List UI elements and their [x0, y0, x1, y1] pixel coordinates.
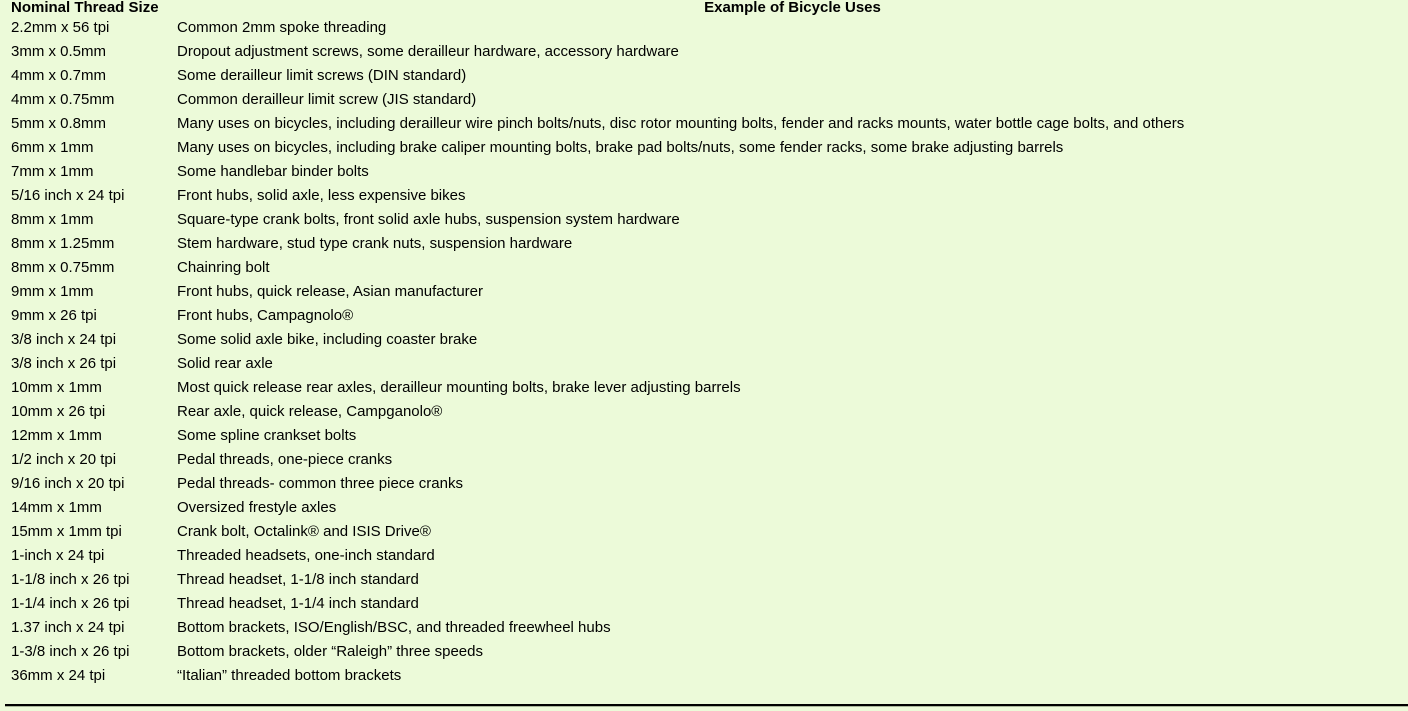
bicycle-use-cell: Solid rear axle [177, 355, 273, 372]
thread-size-cell: 1-1/4 inch x 26 tpi [11, 595, 130, 612]
table-row [0, 472, 1408, 496]
thread-size-cell: 3mm x 0.5mm [11, 43, 107, 60]
thread-size-cell: 2.2mm x 56 tpi [11, 19, 110, 36]
thread-size-cell: 6mm x 1mm [11, 139, 94, 156]
thread-size-cell: 14mm x 1mm [11, 499, 102, 516]
bicycle-use-cell: Front hubs, quick release, Asian manufacturer [177, 283, 483, 300]
thread-size-cell: 9/16 inch x 20 tpi [11, 475, 125, 492]
table-row [0, 232, 1408, 256]
thread-size-cell: 5/16 inch x 24 tpi [11, 187, 125, 204]
table-row [0, 208, 1408, 232]
table-header-row [0, 0, 1408, 16]
bicycle-use-cell: “Italian” threaded bottom brackets [177, 667, 402, 684]
bicycle-use-cell: Many uses on bicycles, including brake caliper mounting bolts, brake pad bolts/nuts, some fender racks, some brake adjusting barrels [177, 139, 1064, 156]
bicycle-use-cell: Some solid axle bike, including coaster brake [177, 331, 478, 348]
bicycle-use-cell: Common 2mm spoke threading [177, 19, 387, 36]
bicycle-use-cell: Threaded headsets, one-inch standard [177, 547, 435, 564]
table-row [0, 664, 1408, 688]
thread-size-cell: 7mm x 1mm [11, 163, 94, 180]
bicycle-use-cell: Pedal threads- common three piece cranks [177, 475, 463, 492]
bicycle-use-cell: Chainring bolt [177, 259, 270, 276]
thread-size-cell: 9mm x 1mm [11, 283, 94, 300]
table-row [0, 400, 1408, 424]
bottom-divider-shadow [5, 706, 1408, 707]
table-row [0, 544, 1408, 568]
table-row [0, 328, 1408, 352]
bicycle-use-cell: Stem hardware, stud type crank nuts, suspension hardware [177, 235, 573, 252]
table-row [0, 376, 1408, 400]
table-row [0, 88, 1408, 112]
bicycle-use-cell: Thread headset, 1-1/4 inch standard [177, 595, 419, 612]
table-row [0, 496, 1408, 520]
thread-size-cell: 10mm x 26 tpi [11, 403, 106, 420]
thread-size-cell: 5mm x 0.8mm [11, 115, 107, 132]
thread-size-cell: 3/8 inch x 26 tpi [11, 355, 117, 372]
table-row [0, 280, 1408, 304]
thread-size-cell: 1.37 inch x 24 tpi [11, 619, 125, 636]
bicycle-use-cell: Some derailleur limit screws (DIN standard) [177, 67, 467, 84]
table-row [0, 256, 1408, 280]
table-row [0, 160, 1408, 184]
table-row [0, 40, 1408, 64]
bicycle-use-cell: Bottom brackets, older “Raleigh” three speeds [177, 643, 483, 660]
bicycle-use-cell: Pedal threads, one-piece cranks [177, 451, 393, 468]
bicycle-use-cell: Many uses on bicycles, including derailleur wire pinch bolts/nuts, disc rotor mounting bolts, fender and racks mounts, water bottle cage bolts, and others [177, 115, 1185, 132]
bicycle-use-cell: Bottom brackets, ISO/English/BSC, and threaded freewheel hubs [177, 619, 611, 636]
table-row [0, 352, 1408, 376]
table-row [0, 568, 1408, 592]
thread-size-cell: 8mm x 1.25mm [11, 235, 115, 252]
thread-size-cell: 15mm x 1mm tpi [11, 523, 122, 540]
table-row [0, 304, 1408, 328]
table-row [0, 184, 1408, 208]
thread-size-cell: 8mm x 0.75mm [11, 259, 115, 276]
bicycle-use-cell: Most quick release rear axles, derailleur mounting bolts, brake lever adjusting barrels [177, 379, 741, 396]
header-example-bicycle-uses: Example of Bicycle Uses [704, 0, 881, 16]
bicycle-use-cell: Some handlebar binder bolts [177, 163, 369, 180]
table-row [0, 592, 1408, 616]
table-row [0, 424, 1408, 448]
bicycle-use-cell: Rear axle, quick release, Campganolo® [177, 403, 443, 420]
thread-size-cell: 3/8 inch x 24 tpi [11, 331, 117, 348]
table-row [0, 448, 1408, 472]
bicycle-use-cell: Common derailleur limit screw (JIS standard) [177, 91, 477, 108]
thread-size-cell: 4mm x 0.75mm [11, 91, 115, 108]
thread-size-cell: 1-3/8 inch x 26 tpi [11, 643, 130, 660]
bicycle-use-cell: Front hubs, solid axle, less expensive bikes [177, 187, 466, 204]
bicycle-use-cell: Crank bolt, Octalink® and ISIS Drive® [177, 523, 431, 540]
thread-size-cell: 4mm x 0.7mm [11, 67, 107, 84]
table-row [0, 616, 1408, 640]
thread-size-cell: 10mm x 1mm [11, 379, 102, 396]
table-row [0, 520, 1408, 544]
header-nominal-thread-size: Nominal Thread Size [11, 0, 159, 16]
table-row [0, 112, 1408, 136]
table-body [0, 16, 1408, 688]
bicycle-use-cell: Dropout adjustment screws, some derailleur hardware, accessory hardware [177, 43, 679, 60]
table-row [0, 640, 1408, 664]
thread-size-cell: 12mm x 1mm [11, 427, 102, 444]
thread-size-cell: 8mm x 1mm [11, 211, 94, 228]
bicycle-use-cell: Some spline crankset bolts [177, 427, 357, 444]
thread-size-cell: 1-inch x 24 tpi [11, 547, 105, 564]
thread-size-cell: 9mm x 26 tpi [11, 307, 97, 324]
thread-size-cell: 1/2 inch x 20 tpi [11, 451, 117, 468]
thread-size-cell: 36mm x 24 tpi [11, 667, 106, 684]
bicycle-use-cell: Oversized frestyle axles [177, 499, 337, 516]
table-row [0, 16, 1408, 40]
thread-size-cell: 1-1/8 inch x 26 tpi [11, 571, 130, 588]
bicycle-use-cell: Thread headset, 1-1/8 inch standard [177, 571, 419, 588]
table-row [0, 136, 1408, 160]
table-row [0, 64, 1408, 88]
bicycle-use-cell: Front hubs, Campagnolo® [177, 307, 354, 324]
bicycle-use-cell: Square-type crank bolts, front solid axle hubs, suspension system hardware [177, 211, 680, 228]
